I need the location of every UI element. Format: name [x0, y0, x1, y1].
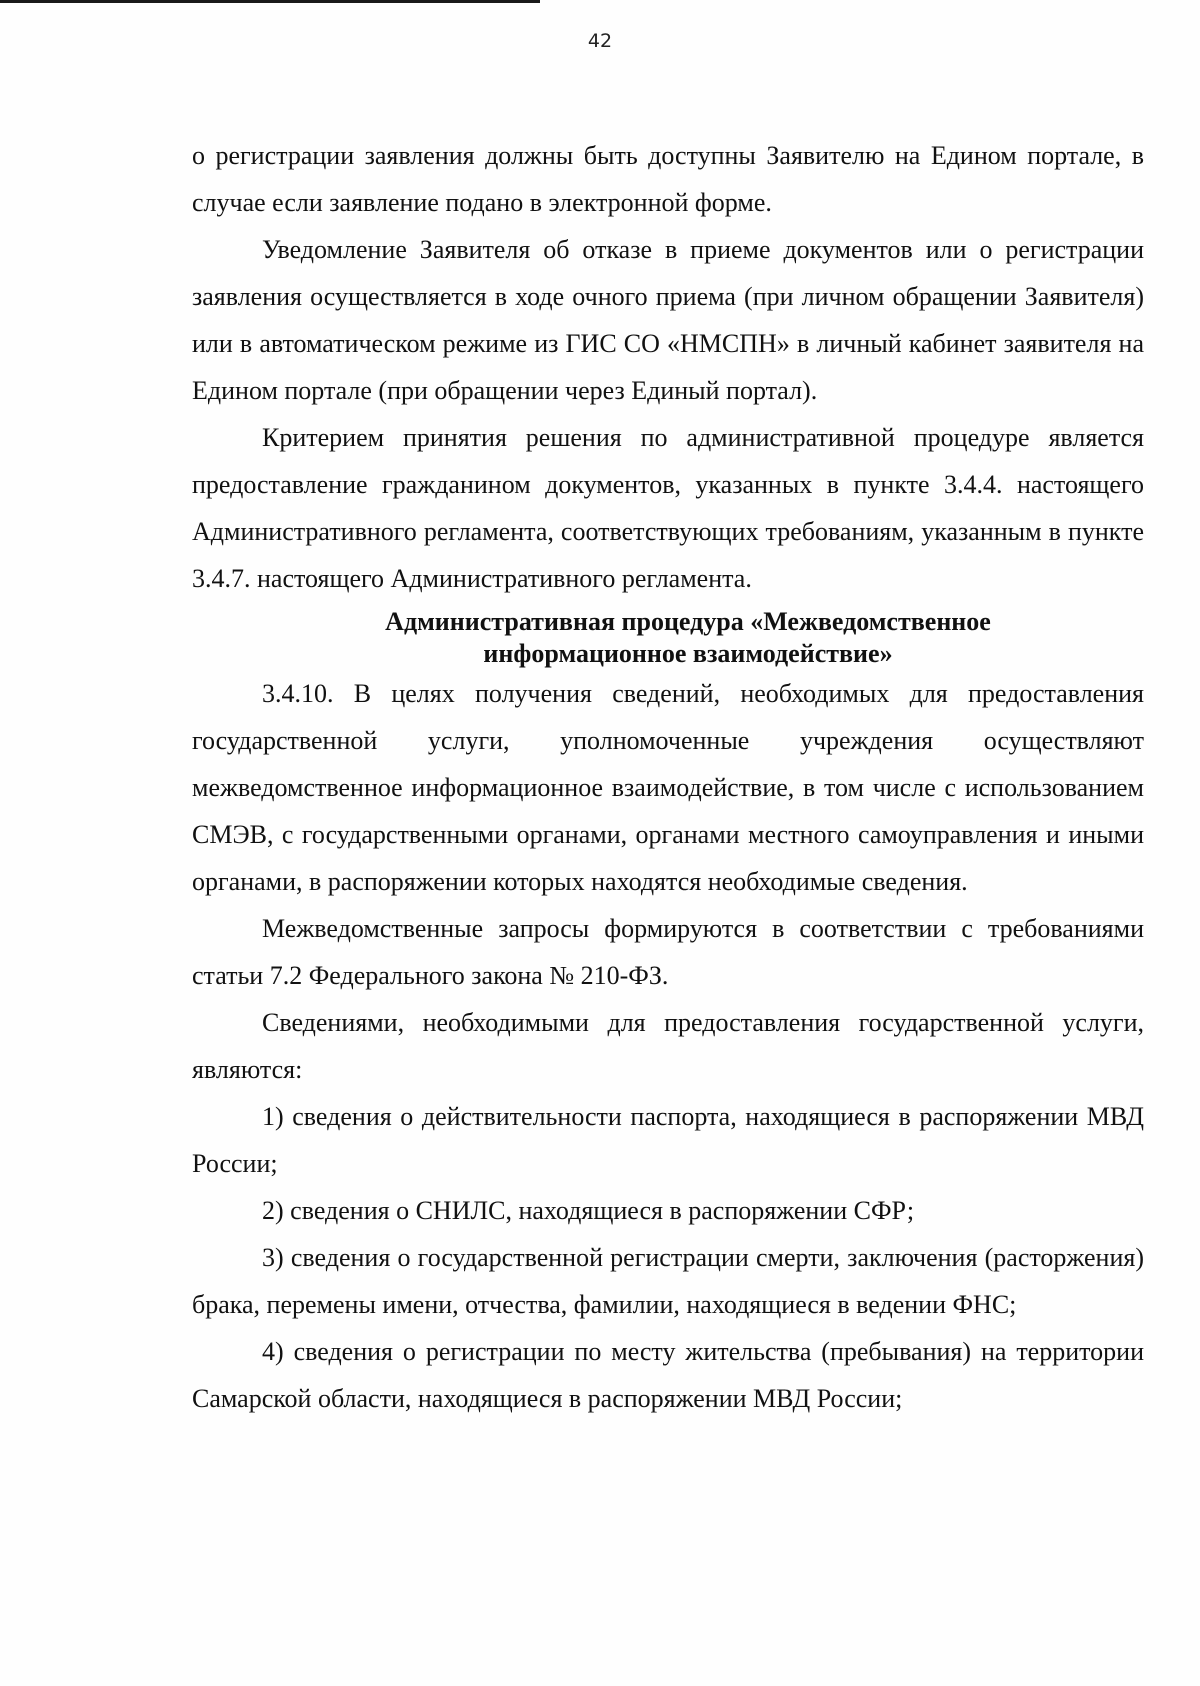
- page-body: [192, 132, 1144, 1422]
- paragraph-interagency-requests: Межведомственные запросы формируются в соответствии с требованиями статьи 7.2 Федерального закона № 210-ФЗ.: [192, 914, 1144, 990]
- list-item-1: 1) сведения о действительности паспорта, находящиеся в распоряжении МВД России;: [192, 1102, 1144, 1178]
- paragraph-registration-access: о регистрации заявления должны быть доступны Заявителю на Едином портале, в случае если заявление подано в электронной форме.: [192, 141, 1144, 217]
- section-heading-line-1: Административная процедура «Межведомственное: [385, 607, 991, 636]
- section-heading: [192, 606, 1144, 670]
- section-heading-line-2: информационное взаимодействие»: [483, 639, 893, 668]
- paragraph-decision-criterion: Критерием принятия решения по административной процедуре является предоставление гражданином документов, указанных в пункте 3.4.4. настоящего Административного регламента, соответствующих требованиям, указанным в пункте 3.4.7. настоящего Административного регламента.: [192, 423, 1144, 593]
- paragraph-3-4-10: 3.4.10. В целях получения сведений, необходимых для предоставления государственной услуги, уполномоченные учреждения осуществляют межведомственное информационное взаимодействие, в том числе с использованием СМЭВ, с государственными органами, органами местного самоуправления и иными органами, в распоряжении которых находятся необходимые сведения.: [192, 679, 1144, 896]
- list-item-3: 3) сведения о государственной регистрации смерти, заключения (расторжения) брака, перемены имени, отчества, фамилии, находящиеся в ведении ФНС;: [192, 1243, 1144, 1319]
- paragraph-applicant-notification: Уведомление Заявителя об отказе в приеме документов или о регистрации заявления осуществляется в ходе очного приема (при личном обращении Заявителя) или в автоматическом режиме из ГИС СО «НМСПН» в личный кабинет заявителя на Едином портале (при обращении через Единый портал).: [192, 235, 1144, 405]
- top-edge-rule: [0, 0, 540, 3]
- list-item-2: 2) сведения о СНИЛС, находящиеся в распоряжении СФР;: [262, 1196, 915, 1225]
- paragraph-required-information: Сведениями, необходимыми для предоставления государственной услуги, являются:: [192, 1008, 1144, 1084]
- list-item-4: 4) сведения о регистрации по месту жительства (пребывания) на территории Самарской области, находящиеся в распоряжении МВД России;: [192, 1337, 1144, 1413]
- page-number: 42: [587, 30, 613, 52]
